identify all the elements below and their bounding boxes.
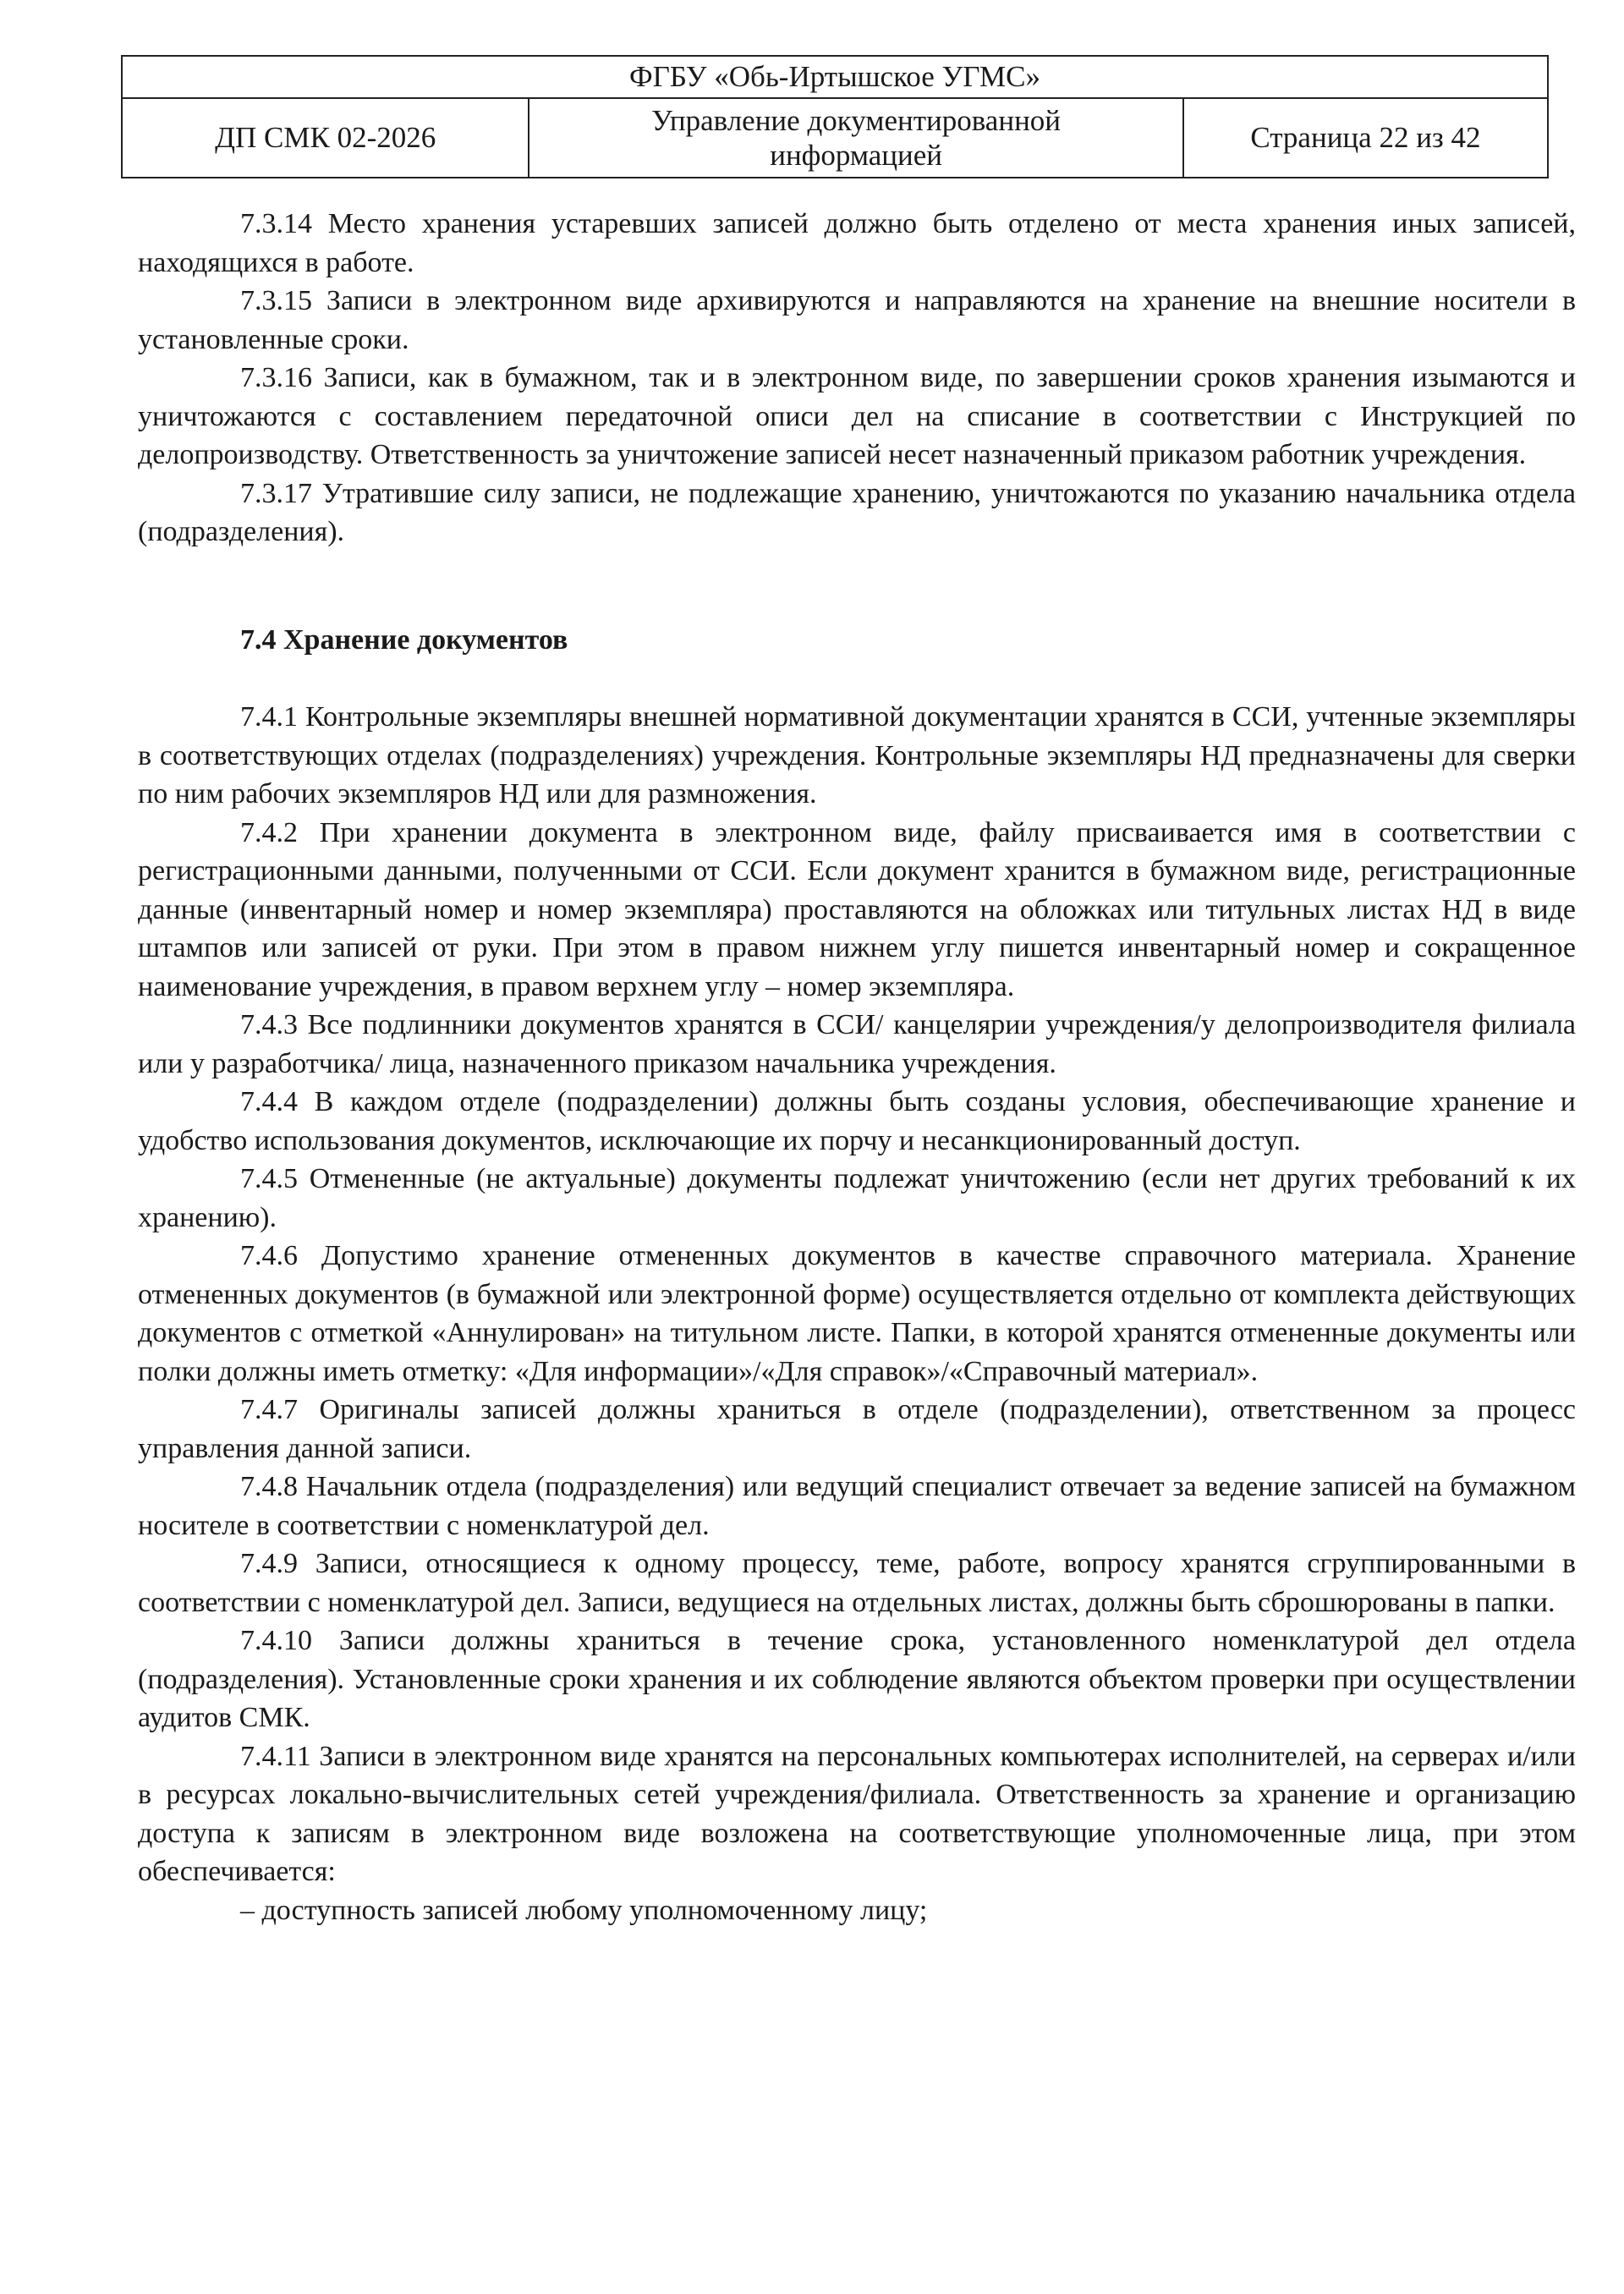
paragraph-7-4-11: 7.4.11 Записи в электронном виде хранятся на персональных компьютерах исполнителей, на серверах и/или в ресурсах локально-вычислительных сетей учреждения/филиала. Ответственность за хранение и организацию доступа к записям в электронном виде возложена на соответствующие уполномоченные лица, при этом обеспечивается: — [138, 1740, 1576, 1887]
document-code: ДП СМК 02-2026 — [122, 98, 529, 178]
paragraph-7-4-6: 7.4.6 Допустимо хранение отмененных документов в качестве справочного материала. Хранение отмененных документов (в бумажной или электронной форме) осуществляется отдельно от комплекта действующих документов с отметкой «Аннулирован» на титульном листе. Папки, в которой хранятся отмененные документы или полки должны иметь отметку: «Для информации»/«Для справок»/«Справочный материал». — [138, 1240, 1576, 1387]
section-title-7-4: 7.4 Хранение документов — [240, 623, 568, 656]
paragraph-7-4-2: 7.4.2 При хранении документа в электронном виде, файлу присваивается имя в соответствии с регистрационными данными, полученными от ССИ. Если документ хранится в бумажном виде, регистрационные данные (инвентарный номер и номер экземпляра) проставляются на обложках или титульных листах НД в виде штампов или записей от руки. При этом в правом нижнем углу пишется инвентарный номер и сокращенное наименование учреждения, в правом верхнем углу – номер экземпляра. — [138, 816, 1576, 1002]
paragraph-7-3-16: 7.3.16 Записи, как в бумажном, так и в электронном виде, по завершении сроков хранения изымаются и уничтожаются с составлением передаточной описи дел на списание в соответствии с Инструкцией по делопроизводству. Ответственность за уничтожение записей несет назначенный приказом работник учреждения. — [138, 362, 1576, 470]
organization-name: ФГБУ «Обь-Иртышское УГМС» — [122, 56, 1548, 98]
document-title — [529, 98, 1182, 178]
paragraph-7-3-15: 7.3.15 Записи в электронном виде архивируются и направляются на хранение на внешние носители в установленные сроки. — [138, 285, 1576, 355]
paragraph-7-4-9: 7.4.9 Записи, относящиеся к одному процессу, теме, работе, вопросу хранятся сгруппированными в соответствии с номенклатурой дел. Записи, ведущиеся на отдельных листах, должны быть сброшюрованы в папки. — [138, 1548, 1576, 1618]
paragraph-7-4-10: 7.4.10 Записи должны храниться в течение срока, установленного номенклатурой дел отдела (подразделения). Установленные сроки хранения и их соблюдение являются объектом проверки при осуществлении аудитов СМК. — [138, 1625, 1576, 1733]
document-title-line1: Управление документированной — [651, 103, 1062, 137]
paragraph-7-4-1: 7.4.1 Контрольные экземпляры внешней нормативной документации хранятся в ССИ, учтенные экземпляры в соответствующих отделах (подразделениях) учреждения. Контрольные экземпляры НД предназначены для сверки по ним рабочих экземпляров НД или для размножения. — [138, 701, 1576, 809]
document-body — [138, 205, 1576, 1929]
paragraph-7-4-5: 7.4.5 Отмененные (не актуальные) документы подлежат уничтожению (если нет других требований к их хранению). — [138, 1163, 1576, 1233]
document-header-table — [121, 55, 1549, 178]
list-item-accessibility: – доступность записей любому уполномоченному лицу; — [240, 1894, 928, 1926]
paragraph-7-4-8: 7.4.8 Начальник отдела (подразделения) или ведущий специалист отвечает за ведение записей на бумажном носителе в соответствии с номенклатурой дел. — [138, 1471, 1576, 1541]
paragraph-7-3-17: 7.3.17 Утратившие силу записи, не подлежащие хранению, уничтожаются по указанию начальника отдела (подразделения). — [138, 477, 1576, 547]
document-title-line2: информацией — [770, 139, 942, 172]
paragraph-7-4-7: 7.4.7 Оригиналы записей должны храниться в отделе (подразделении), ответственном за процесс управления данной записи. — [138, 1394, 1576, 1464]
section-spacer — [138, 552, 1576, 621]
page-number: Страница 22 из 42 — [1183, 98, 1548, 178]
paragraph-7-3-14: 7.3.14 Место хранения устаревших записей должно быть отделено от места хранения иных записей, находящихся в работе. — [138, 208, 1576, 278]
paragraph-7-4-3: 7.4.3 Все подлинники документов хранятся в ССИ/ канцелярии учреждения/у делопроизводителя филиала или у разработчика/ лица, назначенного приказом начальника учреждения. — [138, 1009, 1576, 1079]
paragraph-7-4-4: 7.4.4 В каждом отделе (подразделении) должны быть созданы условия, обеспечивающие хранение и удобство использования документов, исключающие их порчу и несанкционированный доступ. — [138, 1086, 1576, 1156]
